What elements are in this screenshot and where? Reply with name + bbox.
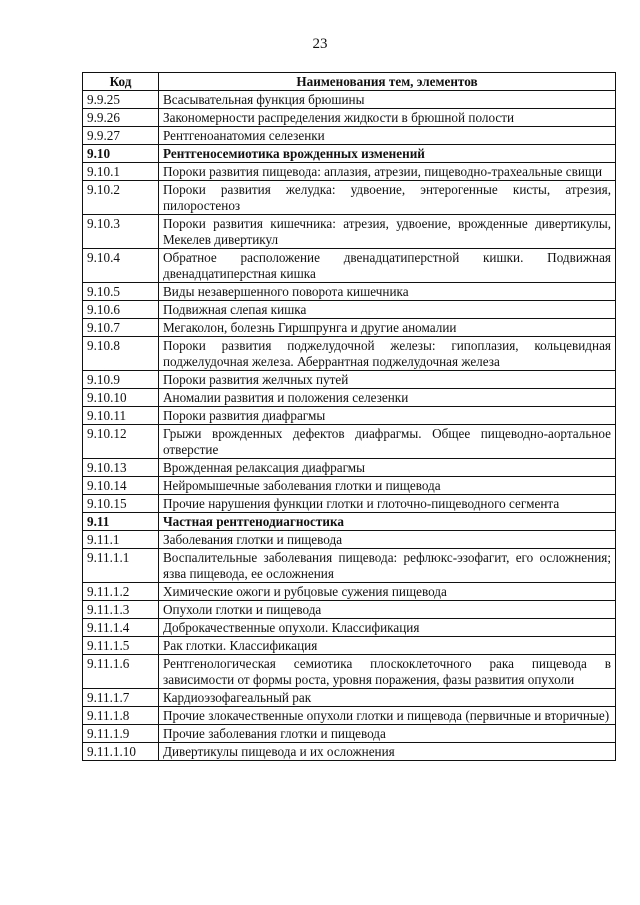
row-code: 9.11.1.10 (83, 743, 159, 761)
row-code: 9.11 (83, 513, 159, 531)
page-number: 23 (312, 36, 328, 52)
row-name: Рентгеноанатомия селезенки (159, 127, 616, 145)
table-row (83, 531, 616, 549)
row-name: Опухоли глотки и пищевода (159, 601, 616, 619)
table-row (83, 371, 616, 389)
row-code: 9.11.1.7 (83, 689, 159, 707)
row-code: 9.10.8 (83, 337, 159, 371)
table-body (83, 91, 616, 761)
row-name: Врожденная релаксация диафрагмы (159, 459, 616, 477)
row-code: 9.10.4 (83, 249, 159, 283)
row-name: Всасывательная функция брюшины (159, 91, 616, 109)
table-row (83, 655, 616, 689)
table-row (83, 425, 616, 459)
row-code: 9.11.1.5 (83, 637, 159, 655)
row-name: Виды незавершенного поворота кишечника (159, 283, 616, 301)
row-name: Доброкачественные опухоли. Классификация (159, 619, 616, 637)
row-code: 9.11.1.1 (83, 549, 159, 583)
row-code: 9.10.12 (83, 425, 159, 459)
table-row (83, 495, 616, 513)
row-name: Закономерности распределения жидкости в брюшной полости (159, 109, 616, 127)
row-name: Пороки развития желчных путей (159, 371, 616, 389)
row-code: 9.9.27 (83, 127, 159, 145)
row-code: 9.10 (83, 145, 159, 163)
row-name: Пороки развития пищевода: аплазия, атрезии, пищеводно-трахеальные свищи (159, 163, 616, 181)
row-name: Воспалительные заболевания пищевода: рефлюкс-эзофагит, его осложнения; язва пищевода, ее осложнения (159, 549, 616, 583)
row-code: 9.10.7 (83, 319, 159, 337)
topics-table (82, 72, 616, 761)
row-name: Рентгеносемиотика врожденных изменений (159, 145, 616, 163)
table-row (83, 249, 616, 283)
row-code: 9.11.1.4 (83, 619, 159, 637)
table-header-row (83, 73, 616, 91)
table-row (83, 459, 616, 477)
header-code: Код (83, 73, 159, 91)
row-name: Пороки развития желудка: удвоение, энтерогенные кисты, атрезия, пилоростеноз (159, 181, 616, 215)
table-row (83, 319, 616, 337)
row-name: Дивертикулы пищевода и их осложнения (159, 743, 616, 761)
row-name: Обратное расположение двенадцатиперстной кишки. Подвижная двенадцатиперстная кишка (159, 249, 616, 283)
row-code: 9.11.1.3 (83, 601, 159, 619)
section-row (83, 145, 616, 163)
row-name: Химические ожоги и рубцовые сужения пищевода (159, 583, 616, 601)
row-name: Прочие нарушения функции глотки и глоточно-пищеводного сегмента (159, 495, 616, 513)
table-row (83, 389, 616, 407)
row-code: 9.10.10 (83, 389, 159, 407)
table-row (83, 743, 616, 761)
row-name: Прочие заболевания глотки и пищевода (159, 725, 616, 743)
table-row (83, 127, 616, 145)
table-row (83, 637, 616, 655)
table-row (83, 163, 616, 181)
row-name: Рентгенологическая семиотика плоскоклеточного рака пищевода в зависимости от формы роста, уровня поражения, фазы развития опухоли (159, 655, 616, 689)
header-name: Наименования тем, элементов (159, 73, 616, 91)
table-row (83, 689, 616, 707)
row-code: 9.11.1 (83, 531, 159, 549)
section-row (83, 513, 616, 531)
row-code: 9.11.1.6 (83, 655, 159, 689)
table-row (83, 337, 616, 371)
row-name: Пороки развития кишечника: атрезия, удвоение, врожденные дивертикулы, Мекелев дивертикул (159, 215, 616, 249)
table-row (83, 477, 616, 495)
table-row (83, 549, 616, 583)
row-name: Рак глотки. Классификация (159, 637, 616, 655)
table-row (83, 181, 616, 215)
table-row (83, 601, 616, 619)
row-code: 9.10.9 (83, 371, 159, 389)
row-name: Аномалии развития и положения селезенки (159, 389, 616, 407)
row-code: 9.9.26 (83, 109, 159, 127)
row-code: 9.10.3 (83, 215, 159, 249)
row-name: Заболевания глотки и пищевода (159, 531, 616, 549)
row-name: Пороки развития диафрагмы (159, 407, 616, 425)
row-code: 9.10.2 (83, 181, 159, 215)
row-code: 9.11.1.2 (83, 583, 159, 601)
table-row (83, 91, 616, 109)
table-row (83, 725, 616, 743)
table-row (83, 619, 616, 637)
table-row (83, 283, 616, 301)
row-code: 9.10.6 (83, 301, 159, 319)
row-name: Частная рентгенодиагностика (159, 513, 616, 531)
table-row (83, 301, 616, 319)
row-code: 9.11.1.9 (83, 725, 159, 743)
table-row (83, 109, 616, 127)
row-name: Кардиоэзофагеальный рак (159, 689, 616, 707)
row-name: Нейромышечные заболевания глотки и пищевода (159, 477, 616, 495)
row-name: Мегаколон, болезнь Гиршпрунга и другие аномалии (159, 319, 616, 337)
row-name: Подвижная слепая кишка (159, 301, 616, 319)
topics-table-wrapper (82, 72, 615, 761)
row-code: 9.10.14 (83, 477, 159, 495)
row-name: Грыжи врожденных дефектов диафрагмы. Общее пищеводно-аортальное отверстие (159, 425, 616, 459)
row-code: 9.10.15 (83, 495, 159, 513)
row-code: 9.10.11 (83, 407, 159, 425)
row-code: 9.10.13 (83, 459, 159, 477)
row-code: 9.10.5 (83, 283, 159, 301)
table-row (83, 215, 616, 249)
row-name: Пороки развития поджелудочной железы: гипоплазия, кольцевидная поджелудочная железа. Аберрантная поджелудочная железа (159, 337, 616, 371)
row-code: 9.10.1 (83, 163, 159, 181)
row-code: 9.9.25 (83, 91, 159, 109)
table-row (83, 583, 616, 601)
table-row (83, 407, 616, 425)
row-code: 9.11.1.8 (83, 707, 159, 725)
table-row (83, 707, 616, 725)
row-name: Прочие злокачественные опухоли глотки и пищевода (первичные и вторичные) (159, 707, 616, 725)
